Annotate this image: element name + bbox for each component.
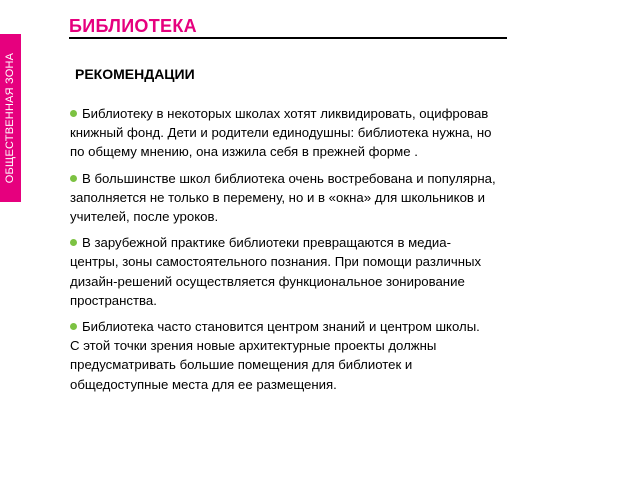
paragraph-4	[70, 317, 550, 394]
paragraph-3	[70, 233, 550, 310]
side-bar	[0, 34, 21, 202]
page-title: БИБЛИОТЕКА	[69, 16, 197, 36]
bullet-icon	[70, 175, 77, 182]
paragraph-line: Библиотека часто становится центром знаний и центром школы.	[82, 319, 480, 335]
paragraph-line: книжный фонд. Дети и родители единодушны: библиотека нужна, но	[70, 125, 492, 141]
paragraph-2	[70, 169, 550, 227]
bullet-icon	[70, 110, 77, 117]
paragraph-line: В большинстве школ библиотека очень востребована и популярна,	[82, 170, 496, 186]
paragraph-line: общедоступные места для ее размещения.	[70, 376, 337, 392]
paragraph-line: центры, зоны самостоятельного познания. При помощи различных	[70, 254, 482, 270]
recommendations-list	[70, 104, 550, 401]
paragraph-line: заполняется не только в перемену, но и в «окна» для школьников и	[70, 189, 485, 205]
title-underline	[69, 37, 507, 39]
paragraph-line: В зарубежной практике библиотеки превращаются в медиа-	[82, 235, 452, 251]
side-label: ОБЩЕСТВЕННАЯ ЗОНА	[4, 52, 17, 184]
paragraph-line: С этой точки зрения новые архитектурные проекты должны	[70, 338, 437, 354]
paragraph-line: дизайн-решений осуществляется функциональное зонирование	[70, 273, 465, 289]
paragraph-line: предусматривать большие помещения для библиотек и	[70, 357, 413, 373]
paragraph-line: пространства.	[70, 292, 157, 308]
paragraph-line: по общему мнению, она изжила себя в прежней форме .	[70, 144, 418, 160]
paragraph-1	[70, 104, 550, 162]
bullet-icon	[70, 323, 77, 330]
section-subtitle: РЕКОМЕНДАЦИИ	[75, 66, 195, 82]
paragraph-line: учителей, после уроков.	[70, 209, 219, 225]
bullet-icon	[70, 239, 77, 246]
paragraph-line: Библиотеку в некоторых школах хотят ликвидировать, оцифровав	[82, 106, 489, 121]
